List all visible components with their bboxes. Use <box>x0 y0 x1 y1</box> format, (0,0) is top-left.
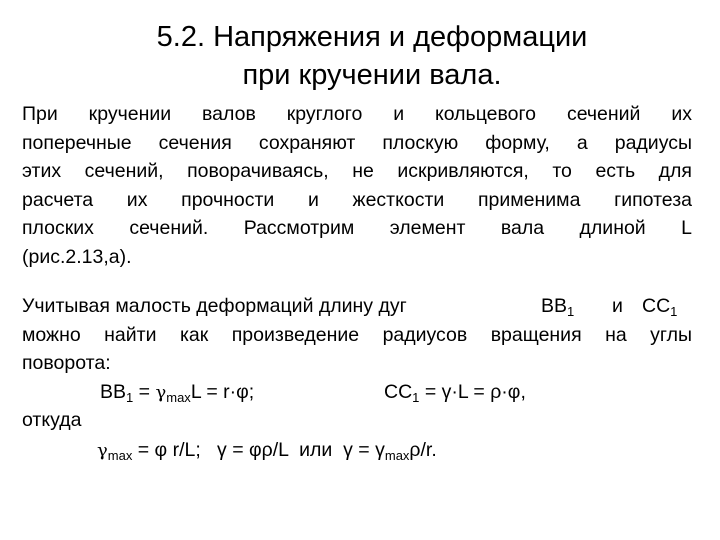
title-line-1: 5.2. Напряжения и деформации <box>156 21 588 53</box>
paragraph-1-line-4: расчета их прочности и жесткости применима гипотеза <box>22 188 692 211</box>
cc1-label: $CC_1$ <box>642 295 678 319</box>
formula-cc1: $CC_1 = \gamma\cdot L = \rho\cdot\varphi$, <box>384 381 526 405</box>
paragraph-2-line-1-text: Учитывая малость деформаций длину дуг <box>22 295 407 317</box>
otkuda-text: откуда <box>22 409 82 431</box>
and-word: и <box>612 295 623 317</box>
slide-title <box>0 18 720 94</box>
paragraph-1-line-6: (рис.2.13,а). <box>22 245 132 268</box>
formula-bb1: $BB_1 = \gamma_{max}L = r\cdot\varphi$; <box>100 381 255 405</box>
paragraph-1-line-3: этих сечений, поворачиваясь, не искривляются, то есть для <box>22 160 692 182</box>
paragraph-1-line-1: При кручении валов круглого и кольцевого сечений их <box>22 103 692 125</box>
formula-gamma: $\gamma_{max} = \varphi$ r/L; γ = φρ/L или $\gamma = \gamma_{max}\rho/r$. <box>97 439 437 463</box>
paragraph-1-line-2: поперечные сечения сохраняют плоскую форму, а радиусы <box>22 131 692 154</box>
paragraph-2-line-1 <box>22 292 692 321</box>
bb1-label: $BB_1$ <box>541 295 575 319</box>
title-line-2: при кручении вала. <box>242 59 502 91</box>
paragraph-2 <box>22 292 692 378</box>
paragraph-2-line-2: можно найти как произведение радиусов вращения на углы <box>22 323 692 346</box>
paragraph-1 <box>22 100 692 271</box>
paragraph-2-line-3: поворота: <box>22 352 111 374</box>
paragraph-1-line-5: плоских сечений. Рассмотрим элемент вала длиной L <box>22 217 692 239</box>
